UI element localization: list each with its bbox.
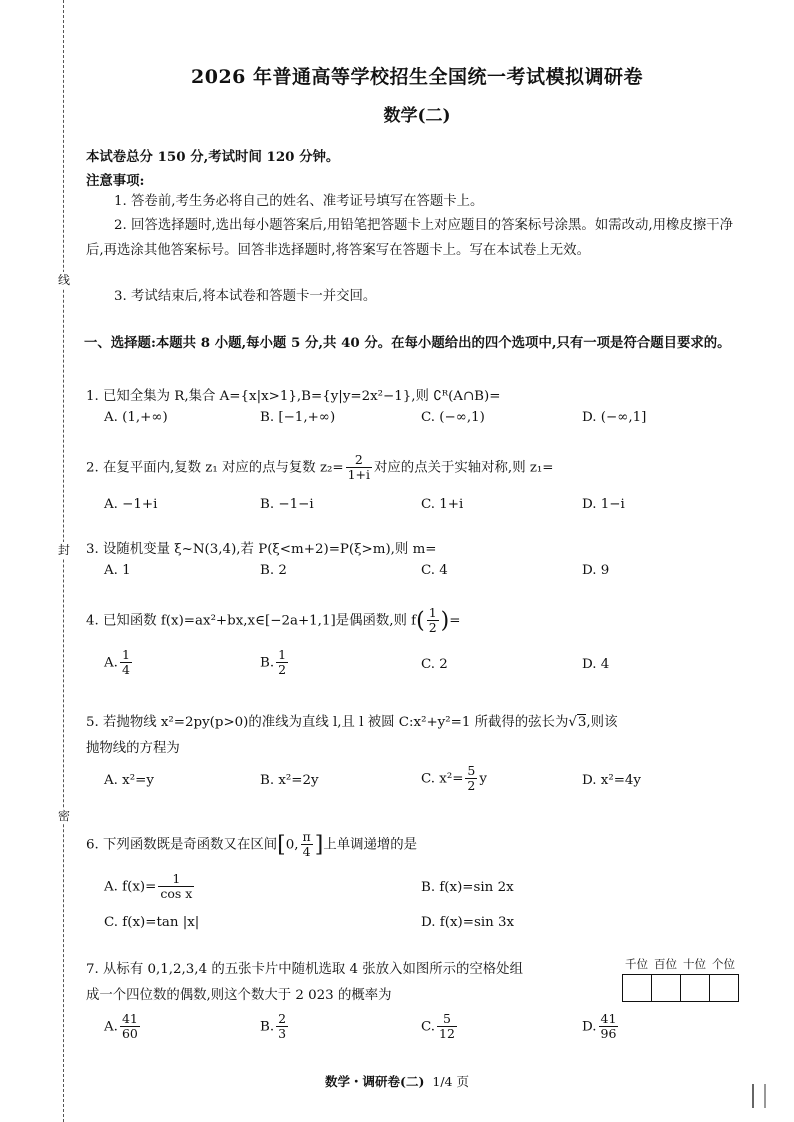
notes-title: 注意事项: xyxy=(86,173,145,189)
q7-option-d-label: D. xyxy=(582,1019,597,1035)
footer-label: 数学・调研卷(二) xyxy=(325,1074,425,1089)
q7-option-a xyxy=(104,1012,142,1042)
q5-sqrt-value: 3 xyxy=(577,715,587,730)
question-5-stem-line2: 抛物线的方程为 xyxy=(86,741,180,756)
q6-stem-part-b: 上单调递增的是 xyxy=(323,837,418,853)
q5-option-d: D. x²=4y xyxy=(582,773,641,788)
q3-option-b: B. 2 xyxy=(260,563,287,578)
q4-option-d: D. 4 xyxy=(582,657,610,672)
q4-b-den: 2 xyxy=(278,662,287,678)
dashed-line xyxy=(63,0,64,1122)
q6-four: 4 xyxy=(302,844,311,860)
q7-a-num: 41 xyxy=(121,1011,138,1026)
footer-page-number: 1/4 页 xyxy=(432,1074,469,1089)
q6-option-d: D. f(x)=sin 3x xyxy=(421,915,515,930)
q6-interval-start: 0, xyxy=(285,837,299,853)
q4-option-a xyxy=(104,648,134,678)
digit-place-grid xyxy=(622,956,739,1002)
q4-option-b-label: B. xyxy=(260,655,275,671)
q7-option-d xyxy=(582,1012,620,1042)
q2-frac-den: 1+i xyxy=(347,467,371,483)
binding-mark-xian: 线 xyxy=(57,273,70,287)
q5-option-c-tail: y xyxy=(479,771,487,787)
q4-b-num: 1 xyxy=(278,647,287,662)
q2-option-c: C. 1+i xyxy=(421,497,464,512)
q7-option-b-label: B. xyxy=(260,1019,275,1035)
note-3: 3. 考试结束后,将本试卷和答题卡一并交回。 xyxy=(114,289,377,304)
q7-option-c xyxy=(421,1012,459,1042)
q5-stem-part-a: 5. 若抛物线 x²=2py(p>0)的准线为直线 l,且 l 被圆 C:x²+y²=1 所截得的弦长为 xyxy=(86,715,569,730)
q3-option-d: D. 9 xyxy=(582,563,610,578)
q7-option-a-label: A. xyxy=(104,1019,118,1035)
q2-stem-part-a: 2. 在复平面内,复数 z₁ 对应的点与复数 z₂= xyxy=(86,460,344,476)
q4-option-b-fraction xyxy=(276,648,288,678)
q2-frac-num: 2 xyxy=(354,452,363,467)
q6-a-num: 1 xyxy=(172,871,181,886)
binding-line xyxy=(58,0,70,1122)
question-2-stem xyxy=(86,453,553,483)
q7-c-den: 12 xyxy=(439,1026,455,1042)
q2-stem-part-b: 对应的点关于实轴对称,则 z₁= xyxy=(374,460,554,476)
q4-option-c: C. 2 xyxy=(421,657,448,672)
intro-text: 本试卷总分 150 分,考试时间 120 分钟。 xyxy=(86,149,340,165)
q4-stem-text: 4. 已知函数 f(x)=ax²+bx,x∈[−2a+1,1]是偶函数,则 f xyxy=(86,613,417,629)
q7-option-a-fraction xyxy=(120,1012,140,1042)
header-ones: 个位 xyxy=(712,957,735,971)
exam-title: 2026 年普通高等学校招生全国统一考试模拟调研卷 xyxy=(191,66,643,88)
q5-option-c-fraction xyxy=(465,764,477,794)
binding-mark-mi: 密 xyxy=(57,809,70,823)
cell-hundreds xyxy=(652,975,681,1001)
q7-option-b xyxy=(260,1012,290,1042)
header-tens: 十位 xyxy=(683,957,706,971)
q6-option-a xyxy=(104,872,196,902)
q3-option-c: C. 4 xyxy=(421,563,448,578)
q6-pi: π xyxy=(302,829,311,844)
q5-option-c xyxy=(421,764,487,794)
q2-fraction xyxy=(346,453,372,483)
q7-option-c-label: C. xyxy=(421,1019,436,1035)
q6-a-den: cos x xyxy=(160,886,193,902)
question-7-stem-line2: 成一个四位数的偶数,则这个数大于 2 023 的概率为 xyxy=(86,988,392,1003)
q6-option-a-label: A. f(x)= xyxy=(104,879,157,895)
q4-frac-num: 1 xyxy=(428,605,437,620)
digit-place-cells xyxy=(622,974,739,1002)
q6-option-c: C. f(x)=tan |x| xyxy=(104,915,200,930)
q4-option-b xyxy=(260,648,290,678)
q7-d-num: 41 xyxy=(600,1011,617,1026)
q5-option-c-label: C. x²= xyxy=(421,771,464,787)
q7-a-den: 60 xyxy=(121,1026,138,1042)
q7-c-num: 5 xyxy=(443,1011,451,1026)
q4-frac-den: 2 xyxy=(428,620,437,636)
question-6-stem: 6. 下列函数既是奇函数又在区间[0, $\frac{\pi}{4}$ ]上单调递增的是 xyxy=(86,829,418,860)
q1-option-d: D. (−∞,1] xyxy=(582,410,647,425)
q3-option-a: A. 1 xyxy=(104,563,131,578)
question-4-stem: 4. 已知函数 f(x)=ax²+bx,x∈[−2a+1,1]是偶函数,则 f( $\frac{1}{2}$ )= xyxy=(86,605,461,636)
q5-c-num: 5 xyxy=(467,763,476,778)
q4-a-den: 4 xyxy=(121,662,130,678)
q7-b-num: 2 xyxy=(278,1011,287,1026)
digit-place-headers xyxy=(622,956,739,972)
exam-subtitle: 数学(二) xyxy=(383,106,451,126)
q1-option-c: C. (−∞,1) xyxy=(421,410,485,425)
section-heading: 一、选择题:本题共 8 小题,每小题 5 分,共 40 分。在每小题给出的四个选项中,只有一项是符合题目要求的。 xyxy=(84,335,731,351)
cell-thousands xyxy=(623,975,652,1001)
q6-option-b: B. f(x)=sin 2x xyxy=(421,880,514,895)
q5-option-b: B. x²=2y xyxy=(260,773,319,788)
note-2: 2. 回答选择题时,选出每小题答案后,用铅笔把答题卡上对应题目的答案标号涂黑。如需改动,用橡皮擦干净后,再选涂其他答案标号。回答非选择题时,将答案写在答题卡上。写在本试卷上无效。 xyxy=(86,218,733,258)
header-thousands: 千位 xyxy=(625,957,648,971)
q4-fraction xyxy=(427,606,439,636)
q2-option-b: B. −1−i xyxy=(260,497,314,512)
q7-option-c-fraction xyxy=(437,1012,457,1042)
sqrt-sign: √ xyxy=(568,715,577,730)
question-1-stem: 1. 已知全集为 R,集合 A={x|x>1},B={y|y=2x²−1},则 ∁ᴿ(A∩B)= xyxy=(86,389,501,404)
header-hundreds: 百位 xyxy=(654,957,677,971)
q6-stem-part-a: 6. 下列函数既是奇函数又在区间 xyxy=(86,837,278,853)
corner-mark xyxy=(752,1084,766,1108)
q5-stem-part-b: ,则该 xyxy=(586,715,618,730)
q1-option-b: B. [−1,+∞) xyxy=(260,410,336,425)
q7-d-den: 96 xyxy=(600,1026,617,1042)
q2-option-a: A. −1+i xyxy=(104,497,158,512)
q4-a-num: 1 xyxy=(121,647,130,662)
q6-option-a-fraction xyxy=(158,872,194,902)
question-3-stem: 3. 设随机变量 ξ~N(3,4),若 P(ξ<m+2)=P(ξ>m),则 m= xyxy=(86,542,437,557)
q4-option-a-label: A. xyxy=(104,655,118,671)
q5-c-den: 2 xyxy=(467,778,476,794)
q1-option-a: A. (1,+∞) xyxy=(104,410,168,425)
q4-stem-tail: = xyxy=(449,613,461,629)
q7-b-den: 3 xyxy=(278,1026,287,1042)
q5-option-a: A. x²=y xyxy=(104,773,154,788)
page-footer xyxy=(0,1072,794,1090)
cell-tens xyxy=(681,975,710,1001)
q6-interval-fraction xyxy=(301,830,313,860)
binding-mark-feng: 封 xyxy=(57,543,70,557)
q7-option-b-fraction xyxy=(276,1012,288,1042)
q7-option-d-fraction xyxy=(599,1012,619,1042)
cell-ones xyxy=(710,975,738,1001)
q4-option-a-fraction xyxy=(120,648,132,678)
question-7-stem-line1: 7. 从标有 0,1,2,3,4 的五张卡片中随机选取 4 张放入如图所示的空格处组 xyxy=(86,962,523,977)
note-1: 1. 答卷前,考生务必将自己的姓名、准考证号填写在答题卡上。 xyxy=(114,194,484,209)
q2-option-d: D. 1−i xyxy=(582,497,625,512)
question-5-stem-line1 xyxy=(86,711,617,730)
